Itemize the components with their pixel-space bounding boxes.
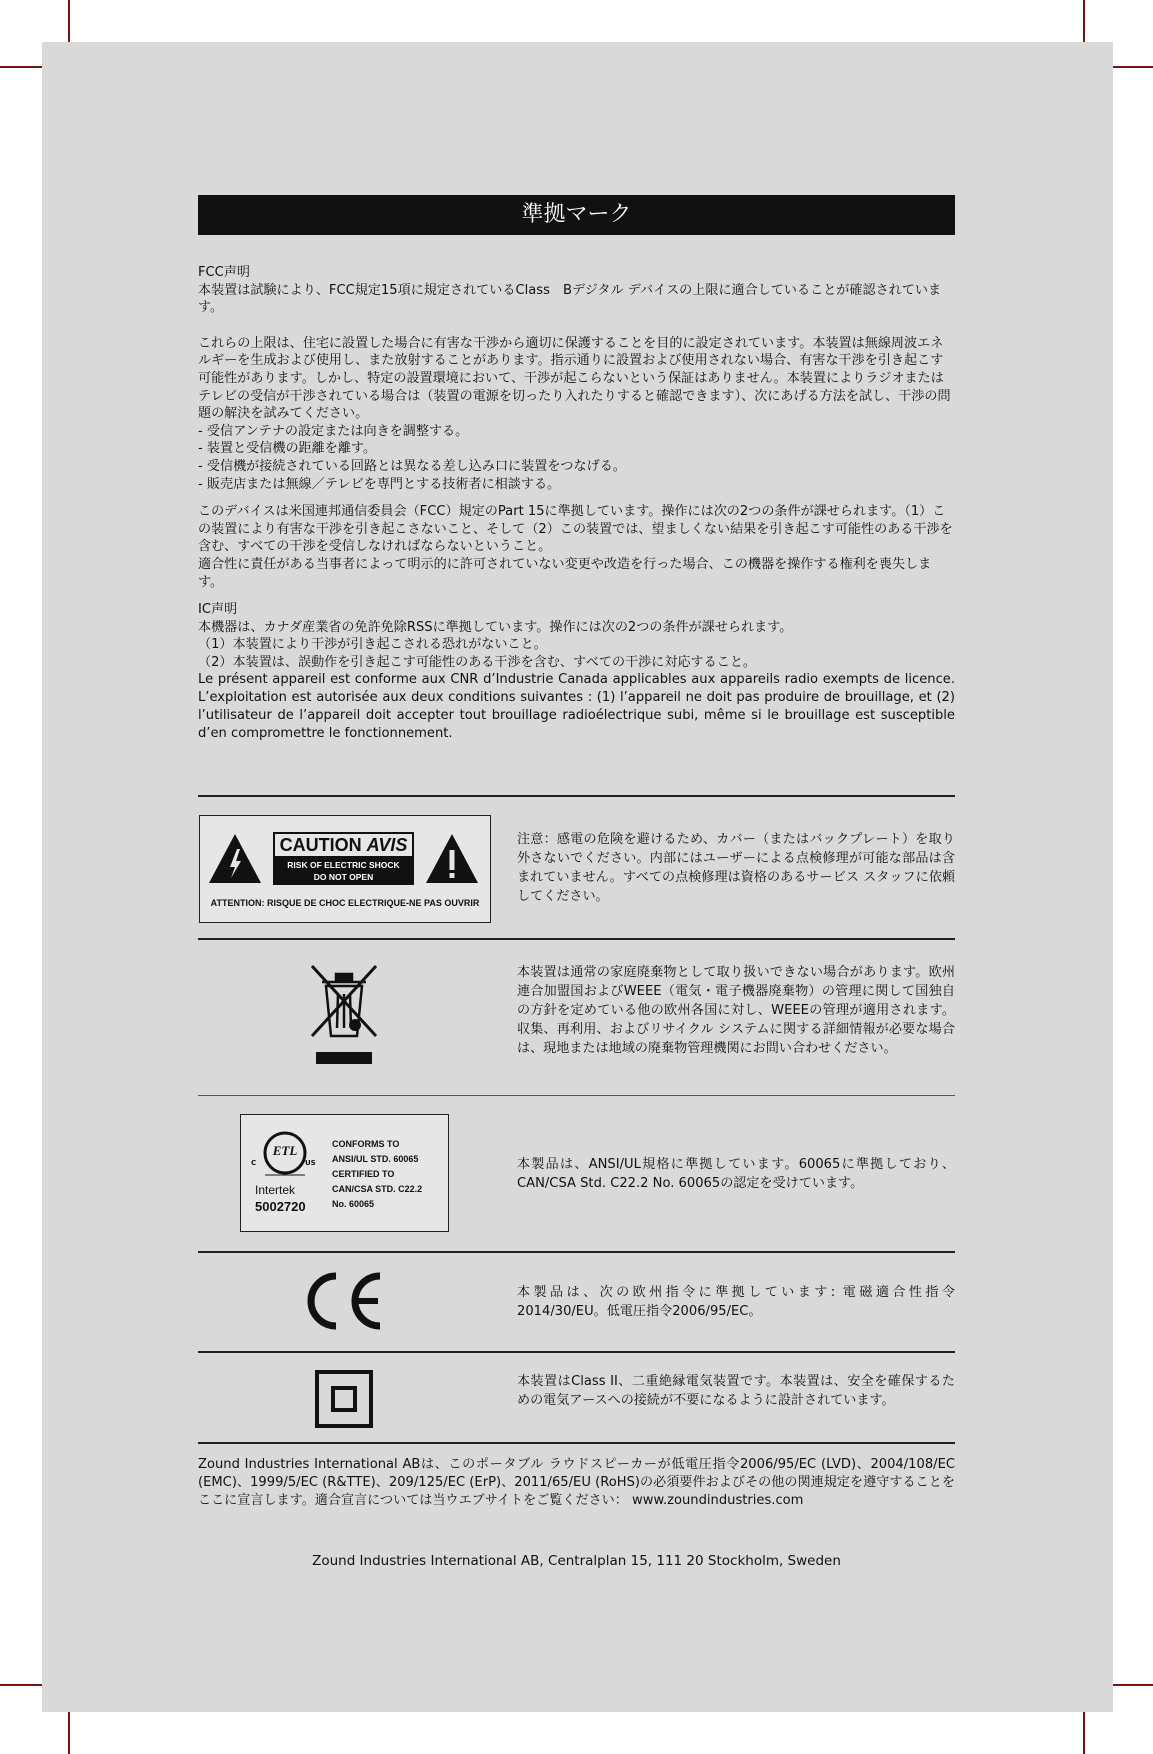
divider	[198, 795, 955, 797]
etl-logo-text: ETL	[272, 1143, 298, 1158]
intertek-brand: Intertek	[255, 1183, 296, 1197]
fcc-paragraph: このデバイスは米国連邦通信委員会（FCC）規定のPart 15に準拠しています。操作には次の2つの条件が課せられます。（1）この装置により有害な干渉を引き起こさないこと、そして（2）この装置では、望ましくない結果を引き起こす可能性のある干渉を含む、すべての干渉を受信しなければならないということ。	[198, 504, 953, 555]
class-ii-icon	[315, 1370, 373, 1428]
ce-mark-icon	[300, 1270, 386, 1332]
crop-mark	[1083, 0, 1085, 48]
fcc-paragraph: 本装置は試験により、FCC規定15項に規定されているClass Bデジタル デバイスの上限に適合していることが確認されています。	[198, 282, 942, 316]
etl-us: US	[305, 1159, 316, 1167]
attention-text: ATTENTION: RISQUE DE CHOC ELECTRIQUE-NE PAS OUVRIR	[210, 898, 480, 908]
risk-line: DO NOT OPEN	[313, 872, 374, 882]
etl-line: ANSI/UL STD. 60065	[332, 1154, 419, 1164]
crop-mark	[68, 1706, 70, 1754]
crop-mark	[0, 66, 48, 68]
ic-french-text: Le présent appareil est conforme aux CNR d’Industrie Canada applicables aux appareils radio exempts de licence. L’exploitation est autorisée aux deux conditions suivantes : (1) l’appareil ne doit pas produire de brouillage, et (2) l’utilisateur de l’appareil doit accepter tout brouillage radioélectrique subi, même si le brouillage est susceptible d’en compromettre le fonctionnement.	[198, 672, 955, 742]
caution-label	[199, 815, 491, 923]
fcc-bullet: - 受信アンテナの設定または向きを調整する。	[198, 423, 469, 439]
weee-description: 本装置は通常の家庭廃棄物として取り扱いできない場合があります。欧州連合加盟国およびWEEE（電気・電子機器廃棄物）の管理に関して国独自の方針を定めている他の欧州各国に対し、WEEEの管理が適用されます。収集、再利用、およびリサイクル システムに関する詳細情報が必要な場合は、現地または地域の廃棄物管理機関にお問い合わせください。	[517, 965, 955, 1056]
etl-certification-mark	[240, 1114, 449, 1232]
divider	[198, 1442, 955, 1444]
etl-conformance-lines	[332, 1137, 422, 1212]
weee-bin-icon	[308, 960, 380, 1070]
etl-line: CONFORMS TO	[332, 1139, 400, 1149]
avis-word: AVIS	[366, 835, 408, 855]
divider	[198, 938, 955, 940]
company-address: Zound Industries International AB, Centralplan 15, 111 20 Stockholm, Sweden	[312, 1553, 841, 1569]
divider	[198, 1251, 955, 1253]
risk-box	[273, 858, 414, 885]
divider	[198, 1095, 955, 1096]
exclamation-warning-icon	[424, 831, 480, 887]
certification-number: 5002720	[255, 1199, 306, 1214]
fcc-bullet: - 受信機が接続されている回路とは異なる差し込み口に装置をつなげる。	[198, 458, 626, 474]
ic-item: （2）本装置は、誤動作を引き起こす可能性のある干渉を含む、すべての干渉に対応すること。	[198, 654, 757, 670]
ce-description: 本製品は、次の欧州指令に準拠しています: 電磁適合性指令2014/30/EU。低電圧指令2006/95/EC。	[517, 1285, 955, 1319]
lightning-warning-icon	[207, 831, 263, 887]
etl-line: CERTIFIED TO	[332, 1169, 395, 1179]
caution-title	[273, 832, 414, 858]
etl-line: CAN/CSA STD. C22.2	[332, 1184, 423, 1194]
declaration-text: Zound Industries International ABは、このポータブル ラウドスピーカーが低電圧指令2006/95/EC (LVD)、2004/108/EC (EMC)、1999/5/EC (R&TTE)、209/125/EC (ErP)、2011/65/EU (RoHS)の必須要件およびその他の関連規定を遵守することをここに宣言します。適合宣言については当ウエブサイトをご覧ください： www.zoundindustries.com	[198, 1457, 955, 1508]
crop-mark	[68, 0, 70, 48]
crop-mark	[0, 1684, 48, 1686]
fcc-bullet: - 販売店または無線／テレビを専門とする技術者に相談する。	[198, 476, 561, 492]
fcc-bullet: - 装置と受信機の距離を離す。	[198, 441, 377, 457]
ic-heading: IC声明	[198, 602, 238, 618]
crop-mark	[1083, 1706, 1085, 1754]
fcc-paragraph: 適合性に責任がある当事者によって明示的に許可されていない変更や改造を行った場合、この機器を操作する権利を喪失します。	[198, 556, 932, 590]
class-ii-description: 本装置はClass II、二重絶縁電気装置です。本装置は、安全を確保するための電気アースへの接続が不要になるように設計されています。	[517, 1374, 955, 1408]
ic-paragraph: 本機器は、カナダ産業省の免許免除RSSに準拠しています。操作には次の2つの条件が課せられます。	[198, 619, 793, 635]
fcc-heading: FCC声明	[198, 265, 251, 280]
ic-item: （1）本装置により干渉が引き起こされる恐れがないこと。	[198, 637, 547, 653]
risk-line: RISK OF ELECTRIC SHOCK	[287, 860, 400, 870]
etl-description: 本製品は、ANSI/UL規格に準拠しています。60065に準拠しており、CAN/CSA Std. C22.2 No. 60065の認定を受けています。	[517, 1157, 955, 1191]
etl-line: No. 60065	[332, 1199, 375, 1209]
regulatory-text	[198, 264, 955, 743]
caution-word: CAUTION	[279, 835, 362, 855]
fcc-paragraph: これらの上限は、住宅に設置した場合に有害な干渉から適切に保護することを目的に設定されています。本装置は無線周波エネルギーを生成および使用し、また放射することがあります。指示通りに設置および使用されない場合、有害な干渉を引き起こす可能性があります。しかし、特定の設置環境において、干渉が起こらないという保証はありません。本装置によりラジオまたはテレビの受信が干渉されている場合は（装置の電源を切ったり入れたりすると確認できます）、次にあげる方法を試し、干渉の問題の解決を試みてください。	[198, 335, 951, 422]
etl-c: C	[251, 1159, 257, 1167]
divider	[198, 1351, 955, 1353]
caution-description: 注意：感電の危険を避けるため、カバー（またはバックプレート）を取り外さないでください。内部にはユーザーによる点検修理が可能な部品は含まれていません。すべての点検修理は資格のあるサービス スタッフに依頼してください。	[517, 832, 955, 904]
page-title: 準拠マーク	[198, 195, 955, 235]
